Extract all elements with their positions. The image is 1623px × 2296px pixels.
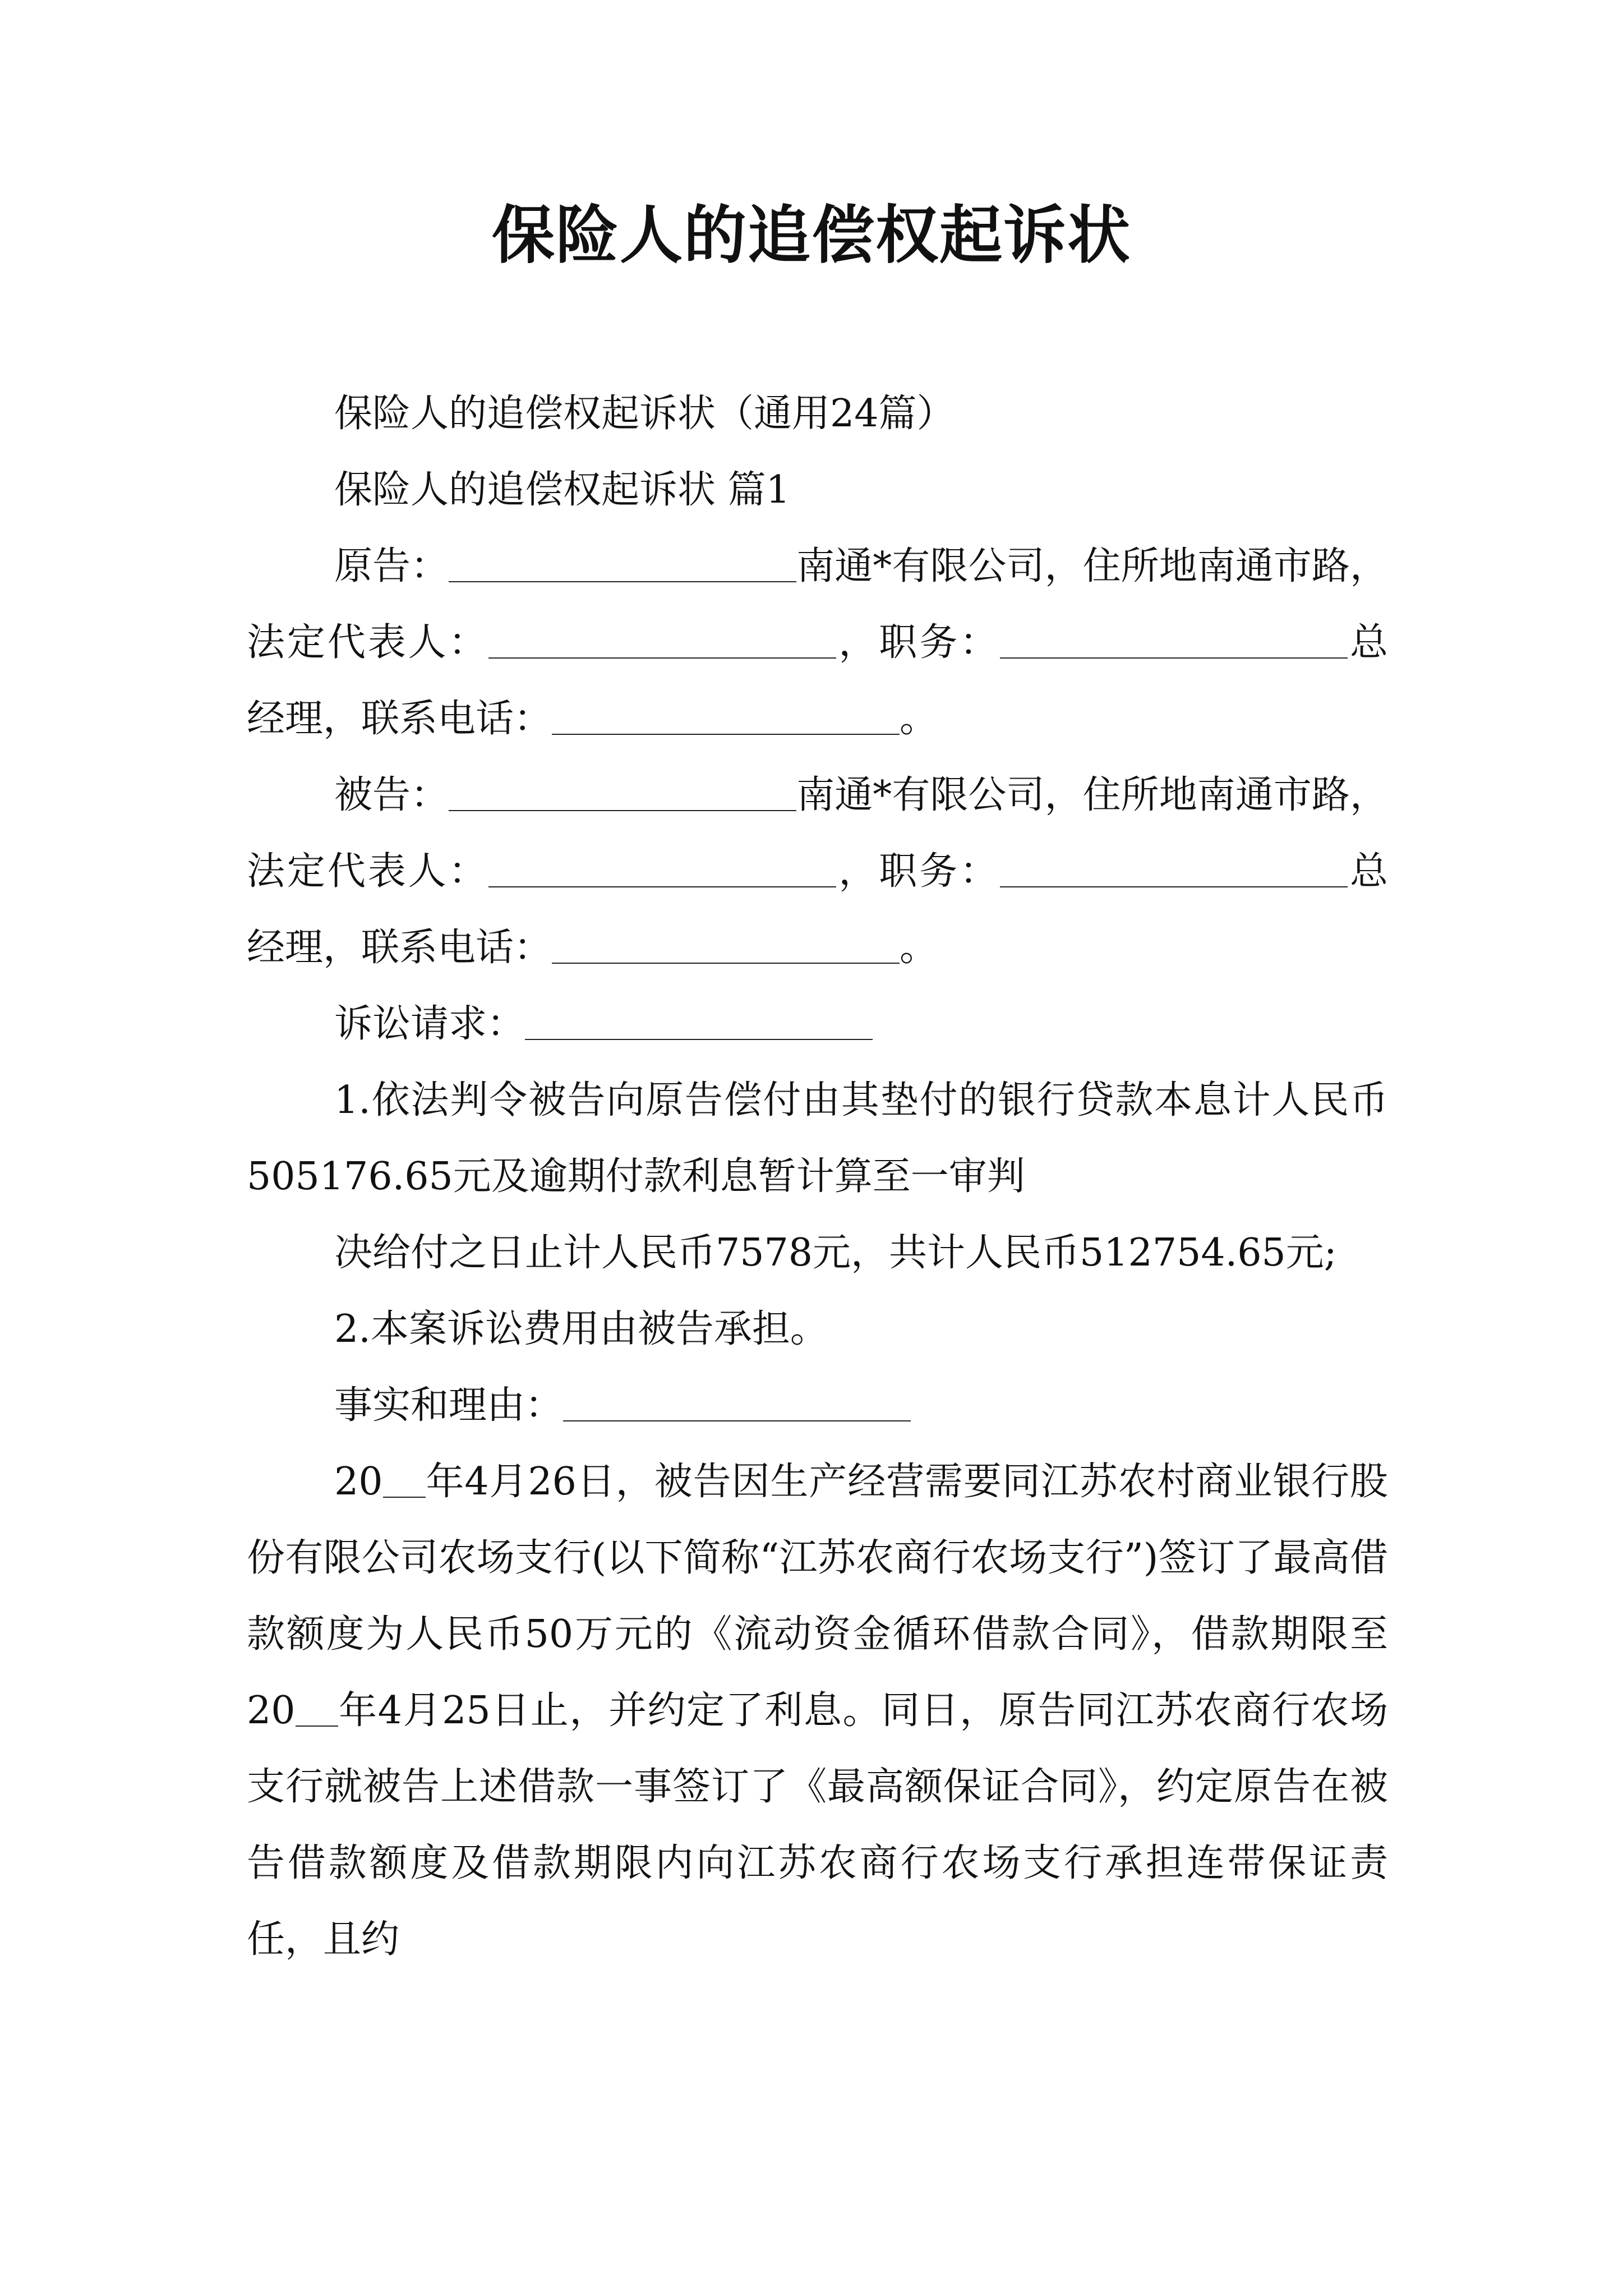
- defendant-text-2: ，职务：: [836, 849, 1000, 894]
- plaintiff-text-3: 总经理，联系电话：: [247, 620, 1388, 741]
- defendant-end: 。: [900, 926, 938, 970]
- facts-heading: 事实和理由：: [334, 1383, 564, 1428]
- plaintiff-text-2: ，职务：: [836, 620, 1000, 665]
- plaintiff-position-blank: [1000, 624, 1348, 659]
- claims-blank: [525, 1005, 873, 1040]
- plaintiff-text-1: 南通*有限公司，住所地南通市路，法定代表人：: [247, 544, 1388, 665]
- facts-blank: [563, 1387, 911, 1421]
- section-heading: 保险人的追偿权起诉状 篇1: [334, 468, 790, 512]
- claims-paragraph: [247, 986, 1388, 1062]
- claim-1-part-b: 决给付之日止计人民币7578元，共计人民币512754.65元;: [334, 1231, 1337, 1275]
- facts-heading-paragraph: [247, 1368, 1388, 1444]
- plaintiff-phone-blank: [552, 700, 900, 735]
- plaintiff-label: 原告：: [334, 544, 449, 588]
- defendant-representative-blank: [488, 853, 836, 887]
- facts-text-2: 年4月25日止，并约定了利息。同日，原告同江苏农商行农场支行就被告上述借款一事签订了《最高额保证合同》，约定原告在被告借款额度及借款期限内向江苏农商行农场支行承担连带保证责任，且约: [247, 1688, 1388, 1962]
- defendant-position-blank: [1000, 853, 1348, 887]
- document-subtitle: 保险人的追偿权起诉状（通用24篇）: [334, 392, 955, 436]
- defendant-paragraph: [247, 757, 1388, 986]
- plaintiff-representative-blank: [488, 624, 836, 659]
- defendant-phone-blank: [552, 929, 900, 964]
- plaintiff-end: 。: [900, 697, 938, 741]
- defendant-text-1: 南通*有限公司，住所地南通市路，法定代表人：: [247, 773, 1388, 894]
- document-title: 保险人的追偿权起诉状: [492, 199, 1131, 272]
- defendant-name-blank: [449, 776, 796, 811]
- claim-1-part-a: 1.依法判令被告向原告偿付由其垫付的银行贷款本息计人民币505176.65元及逾期付款利息暂计算至一审判: [247, 1078, 1388, 1199]
- facts-paragraph: [247, 1444, 1388, 1978]
- facts-year-blank-2: [296, 1692, 338, 1727]
- facts-year-blank-1: [383, 1463, 426, 1498]
- defendant-label: 被告：: [334, 773, 449, 817]
- claims-heading: 诉讼请求：: [334, 1002, 525, 1046]
- plaintiff-paragraph: [247, 528, 1388, 757]
- claim-2: 2.本案诉讼费用由被告承担。: [334, 1307, 828, 1351]
- document-body: [247, 376, 1388, 1978]
- defendant-text-3: 总经理，联系电话：: [247, 849, 1388, 970]
- facts-text-1: 年4月26日，被告因生产经营需要同江苏农村商业银行股份有限公司农场支行(以下简称“江苏农商行农场支行”)签订了最高借款额度为人民币50万元的《流动资金循环借款合同》，借款期限至20: [247, 1460, 1388, 1733]
- facts-year-prefix: 20: [334, 1460, 383, 1504]
- plaintiff-name-blank: [449, 547, 796, 582]
